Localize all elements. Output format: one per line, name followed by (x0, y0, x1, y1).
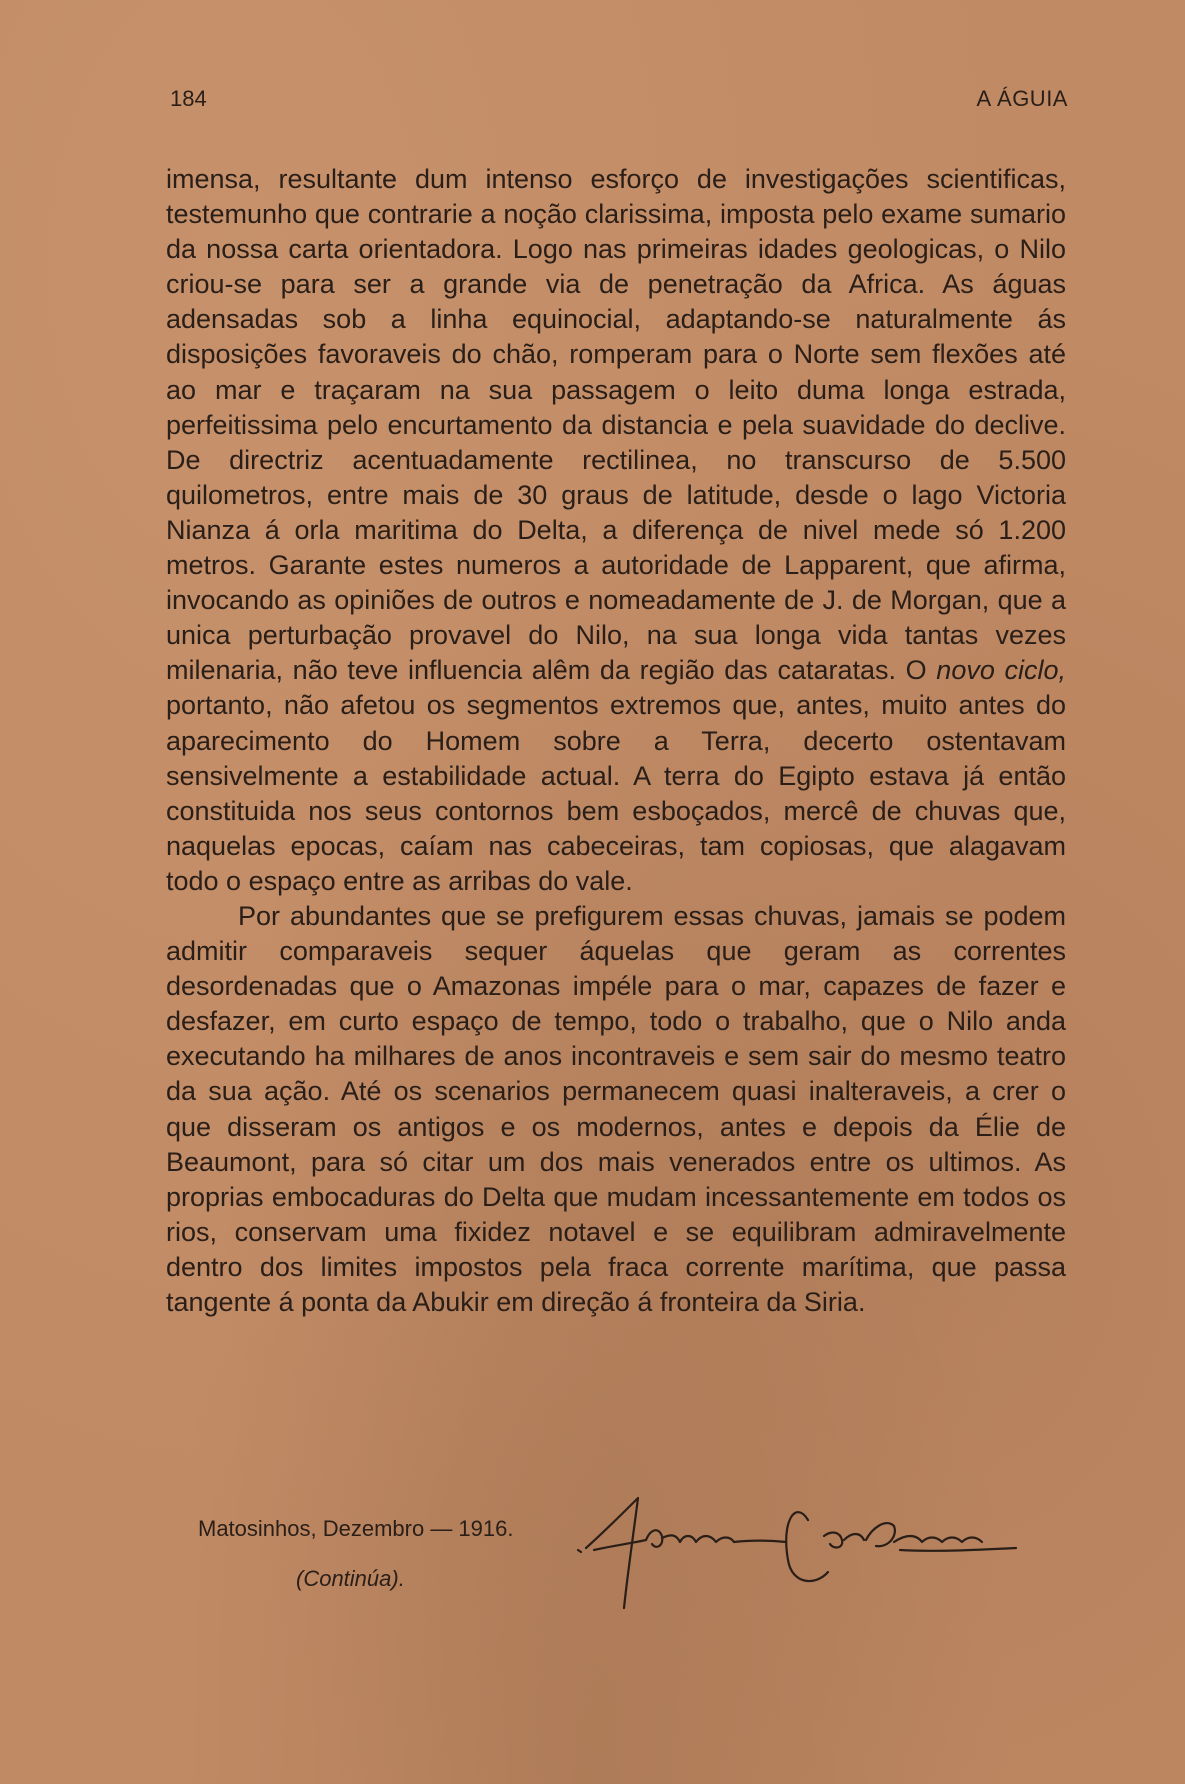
paragraph-text: portanto, não afetou os segmentos extremos que, antes, muito antes do aparecimento do Homem sobre a Terra, decerto ostentavam sensivelmente a estabilidade actual. A terra do Egipto estava já então constituida nos seus contornos bem esboçados, mercê de chuvas que, naquelas epocas, caíam nas cabeceiras, tam copiosas, que alagavam todo o espaço entre as arribas do vale. (166, 690, 1066, 896)
paragraph (166, 162, 1066, 899)
article-footer (198, 1510, 1058, 1620)
handwritten-signature (576, 1490, 1036, 1620)
paragraph-text: imensa, resultante dum intenso esforço de investigações scientificas, testemunho que contrarie a noção clarissima, imposta pelo exame sumario da nossa carta orientadora. Logo nas primeiras idades geologicas, o Nilo criou-se para ser a grande via de penetração da Africa. As águas adensadas sob a linha equinocial, adaptando-se naturalmente ás disposições favoraveis do chão, romperam para o Norte sem flexões até ao mar e traçaram na sua passagem o leito duma longa estrada, perfeitissima pelo encurtamento da distancia e pela suavidade do declive. De directriz acentuadamente rectilinea, no transcurso de 5.500 quilometros, entre mais de 30 graus de latitude, desde o lago Victoria Nianza á orla maritima do Delta, a diferença de nivel mede só 1.200 metros. Garante estes numeros a autoridade de Lapparent, que afirma, invocando as opiniões de outros e nomeadamente de J. de Morgan, que a unica perturbação provavel do Nilo, na sua longa vida tantas vezes milenaria, não teve influencia alêm da região das cataratas. O (166, 164, 1066, 686)
italic-phrase: novo ciclo, (936, 655, 1066, 686)
paragraph: Por abundantes que se prefigurem essas chuvas, jamais se podem admitir comparaveis sequer áquelas que geram as correntes desordenadas que o Amazonas impéle para o mar, capazes de fazer e desfazer, em curto espaço de tempo, todo o trabalho, que o Nilo anda executando ha milhares de anos incontraveis e sem sair do mesmo teatro da sua ação. Até os scenarios permanecem quasi inalteraveis, a crer o que disseram os antigos e os modernos, antes e depois da Élie de Beaumont, para só citar um dos mais venerados entre os ultimos. As proprias embocaduras do Delta que mudam incessantemente em todos os rios, conservam uma fixidez notavel e se equilibram admiravelmente dentro dos limites impostos pela fraca corrente marítima, que passa tangente á ponta da Abukir em direção á fronteira da Siria. (166, 900, 1066, 1317)
page-header (170, 86, 1068, 116)
article-body (166, 162, 1066, 1320)
continuation-note: (Continúa). (296, 1566, 405, 1591)
page-number: 184 (170, 86, 207, 111)
place-date: Matosinhos, Dezembro — 1916. (198, 1516, 514, 1541)
running-title: A ÁGUIA (976, 86, 1068, 111)
